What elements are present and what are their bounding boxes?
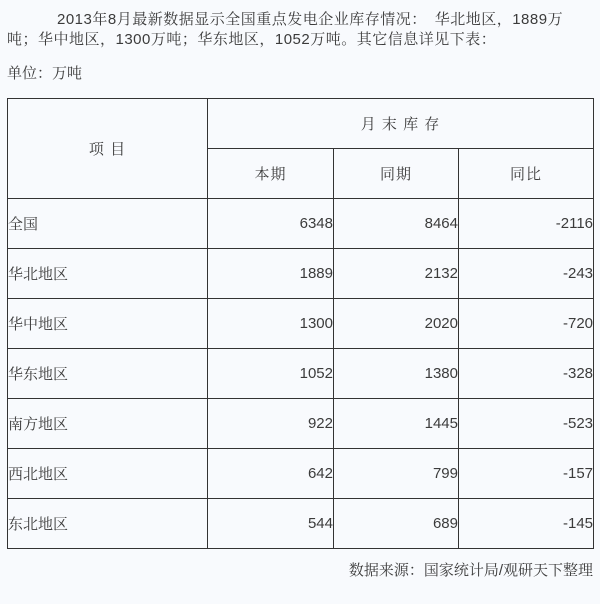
table-row — [8, 499, 594, 549]
region-name-cell: 全国 — [8, 199, 208, 249]
same-period-cell: 2020 — [334, 299, 459, 349]
same-period-cell: 1380 — [334, 349, 459, 399]
table-row — [8, 249, 594, 299]
same-period-cell: 2132 — [334, 249, 459, 299]
region-name-cell: 华东地区 — [8, 349, 208, 399]
region-name-cell: 南方地区 — [8, 399, 208, 449]
region-name-cell: 华中地区 — [8, 299, 208, 349]
region-name-cell: 华北地区 — [8, 249, 208, 299]
unit-label: 单位：万吨 — [7, 65, 83, 82]
header-item: 项 目 — [8, 99, 208, 199]
header-month-end-inventory: 月 末 库 存 — [208, 99, 594, 149]
same-period-cell: 8464 — [334, 199, 459, 249]
current-period-cell: 1300 — [208, 299, 334, 349]
table-row — [8, 349, 594, 399]
header-current-period: 本期 — [208, 149, 334, 199]
table-header-row-1 — [8, 99, 594, 149]
region-name-cell: 东北地区 — [8, 499, 208, 549]
yoy-cell: -2116 — [459, 199, 594, 249]
current-period-cell: 1889 — [208, 249, 334, 299]
header-same-period: 同期 — [334, 149, 459, 199]
table-row — [8, 399, 594, 449]
same-period-cell: 1445 — [334, 399, 459, 449]
yoy-cell: -157 — [459, 449, 594, 499]
current-period-cell: 544 — [208, 499, 334, 549]
current-period-cell: 6348 — [208, 199, 334, 249]
yoy-cell: -145 — [459, 499, 594, 549]
yoy-cell: -328 — [459, 349, 594, 399]
yoy-cell: -243 — [459, 249, 594, 299]
current-period-cell: 1052 — [208, 349, 334, 399]
data-source-note: 数据来源：国家统计局/观研天下整理 — [348, 562, 593, 579]
current-period-cell: 922 — [208, 399, 334, 449]
region-name-cell: 西北地区 — [8, 449, 208, 499]
header-yoy: 同比 — [459, 149, 594, 199]
intro-paragraph: 2013年8月最新数据显示全国重点发电企业库存情况： 华北地区，1889万吨；华中地区，1300万吨；华东地区，1052万吨。其它信息详见下表： — [7, 11, 564, 48]
table-row — [8, 449, 594, 499]
yoy-cell: -720 — [459, 299, 594, 349]
inventory-table — [7, 98, 594, 549]
same-period-cell: 799 — [334, 449, 459, 499]
table-row — [8, 199, 594, 249]
table-row — [8, 299, 594, 349]
current-period-cell: 642 — [208, 449, 334, 499]
same-period-cell: 689 — [334, 499, 459, 549]
yoy-cell: -523 — [459, 399, 594, 449]
